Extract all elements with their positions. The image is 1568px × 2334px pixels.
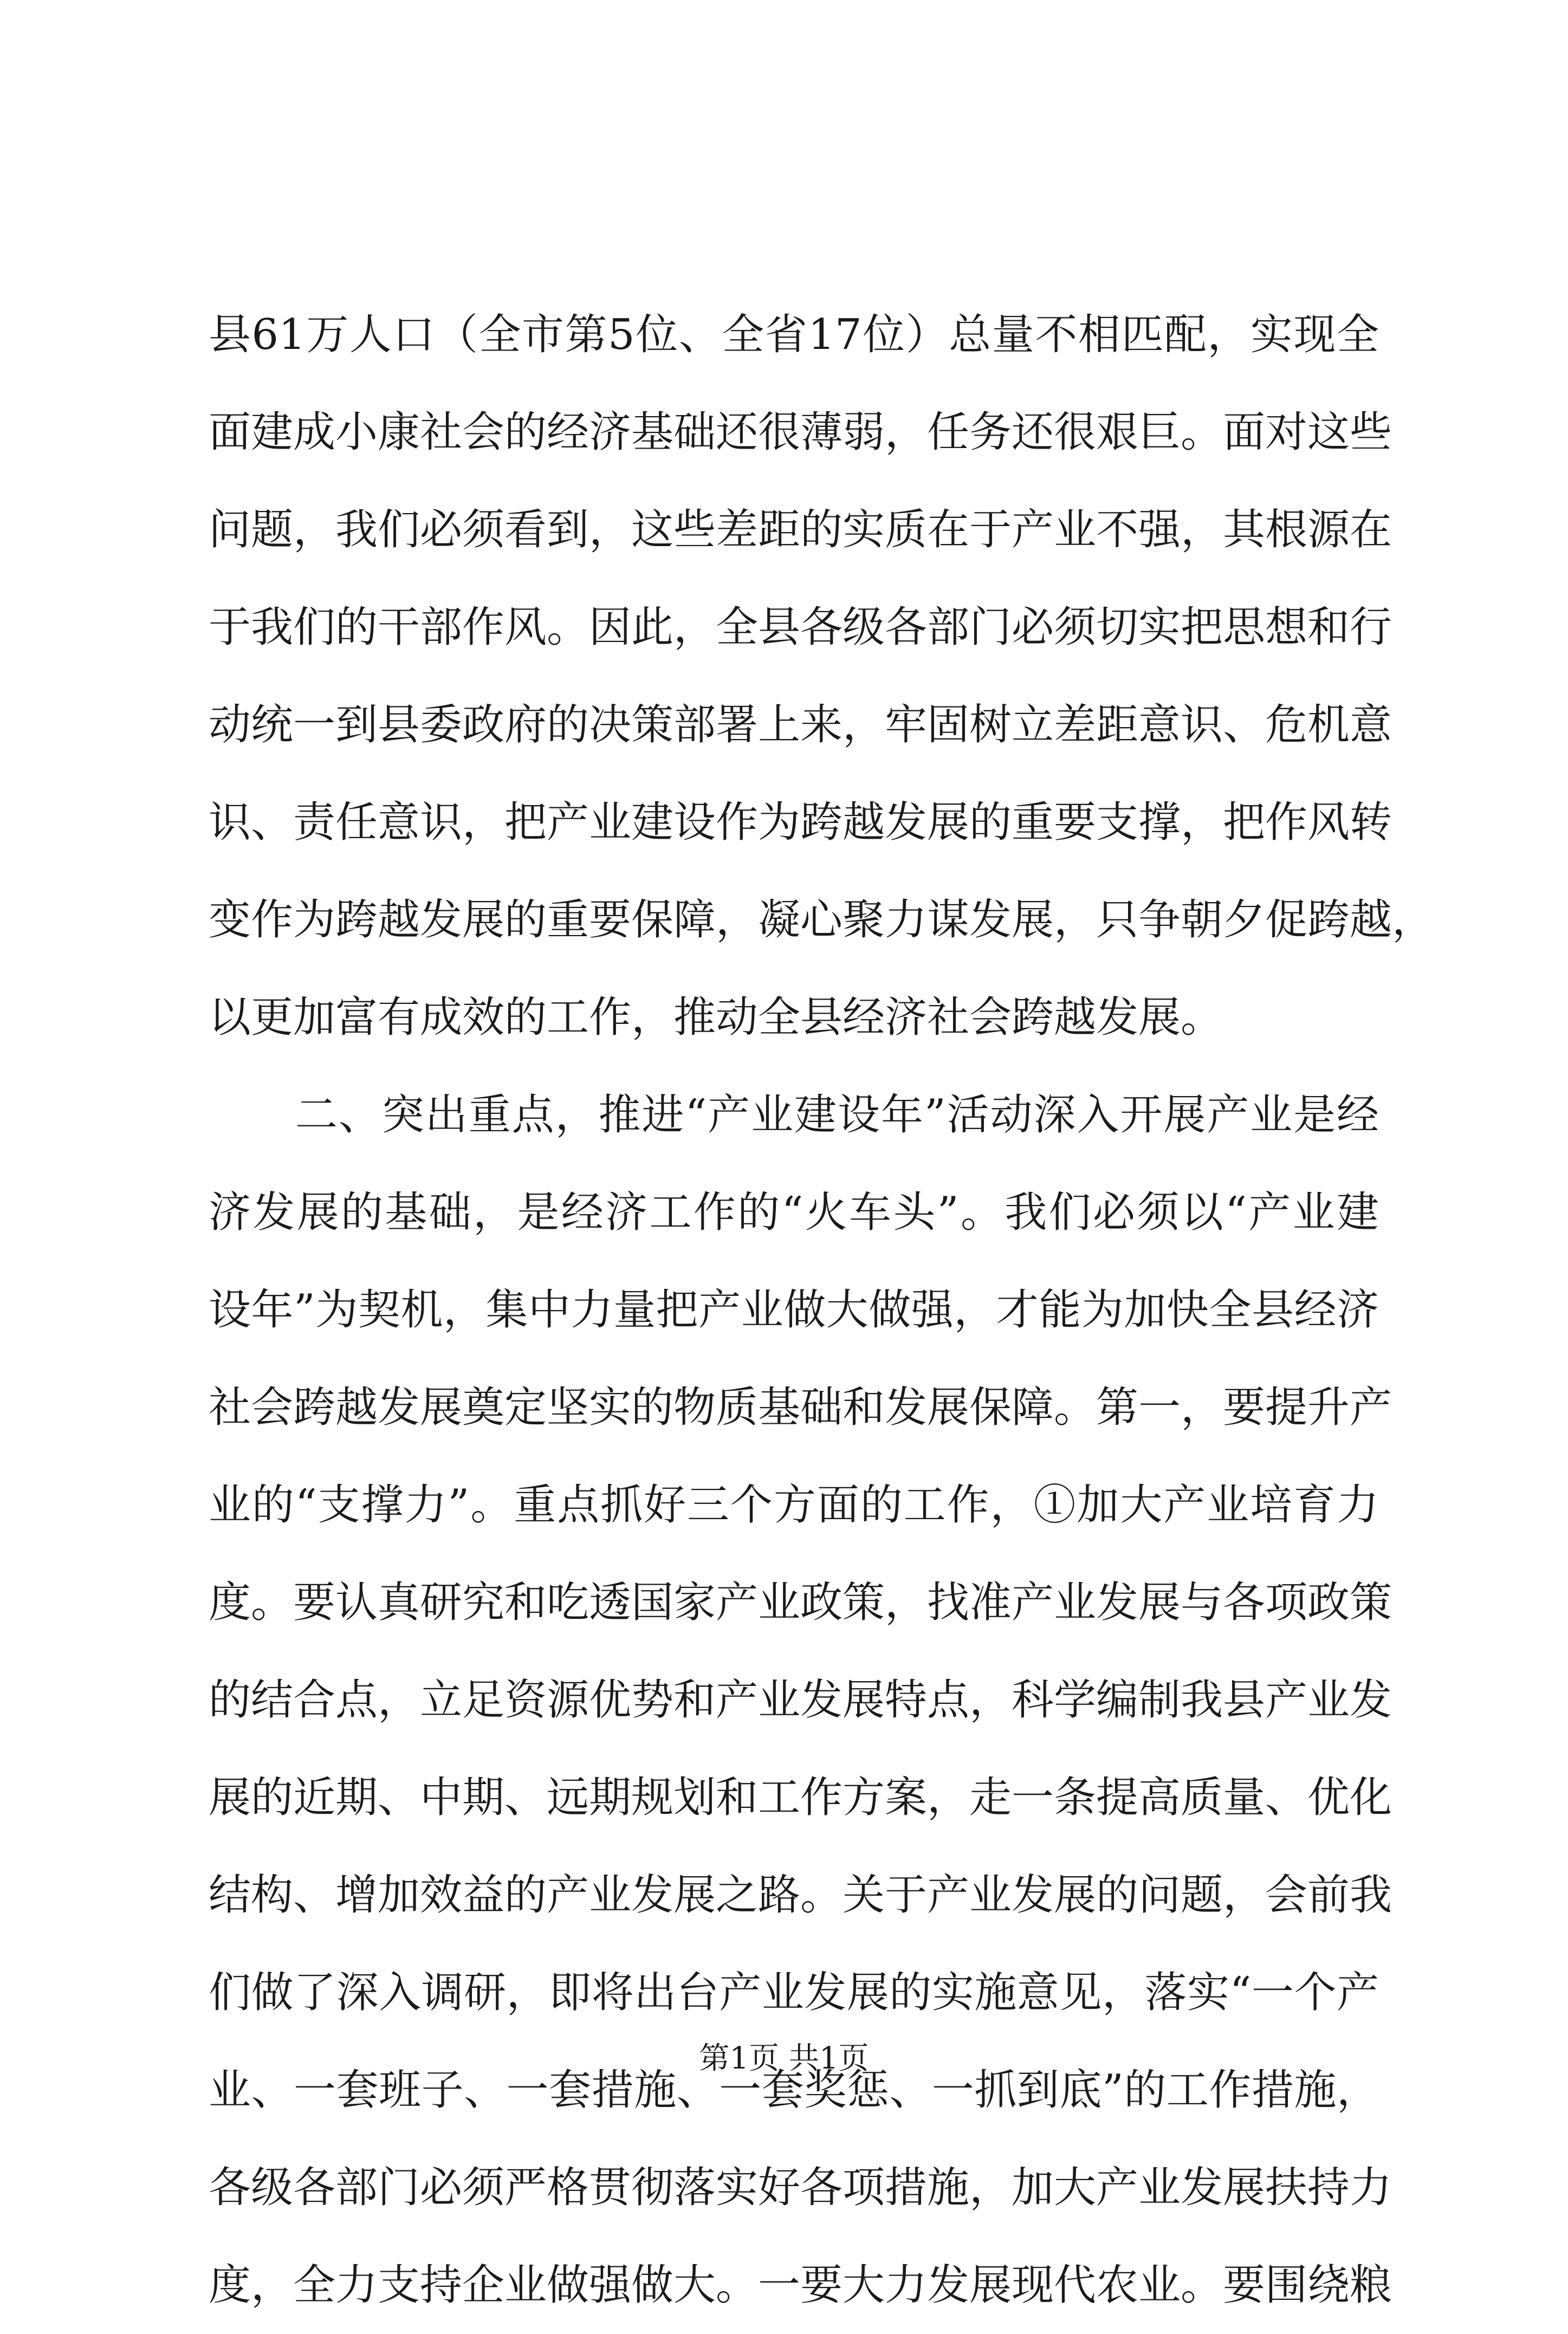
text-line: 识、责任意识，把产业建设作为跨越发展的重要支撑，把作风转 xyxy=(209,798,1392,847)
text-line: 业、一套班子、一套措施、一套奖惩、一抓到底”的工作措施， xyxy=(209,2066,1379,2115)
text-line: 度。要认真研究和吃透国家产业政策，找准产业发展与各项政策 xyxy=(209,1578,1392,1627)
page-number-label: 第1页 共1页 xyxy=(699,2041,869,2076)
text-line: 动统一到县委政府的决策部署上来，牢固树立差距意识、危机意 xyxy=(209,701,1392,749)
text-line: 的结合点，立足资源优势和产业发展特点，科学编制我县产业发 xyxy=(209,1676,1392,1724)
text-line: 问题，我们必须看到，这些差距的实质在于产业不强，其根源在 xyxy=(209,505,1392,554)
text-line: 业的“支撑力”。重点抓好三个方面的工作，①加大产业培育力 xyxy=(209,1481,1379,1529)
section-heading-line: 二、突出重点，推进“产业建设年”活动深入开展产业是经 xyxy=(295,1091,1379,1139)
text-line: 们做了深入调研，即将出台产业发展的实施意见，落实“一个产 xyxy=(209,1968,1379,2017)
text-line: 设年”为契机，集中力量把产业做大做强，才能为加快全县经济 xyxy=(209,1286,1379,1334)
page-footer xyxy=(0,2037,1568,2080)
text-line: 结构、增加效益的产业发展之路。关于产业发展的问题，会前我 xyxy=(209,1871,1392,1920)
text-line: 各级各部门必须严格贯彻落实好各项措施，加大产业发展扶持力 xyxy=(209,2163,1392,2212)
text-line: 于我们的干部作风。因此，全县各级各部门必须切实把思想和行 xyxy=(209,603,1392,652)
text-line: 面建成小康社会的经济基础还很薄弱，任务还很艰巨。面对这些 xyxy=(209,408,1392,457)
text-line: 县61万人口（全市第5位、全省17位）总量不相匹配，实现全 xyxy=(209,310,1379,359)
text-line: 变作为跨越发展的重要保障，凝心聚力谋发展，只争朝夕促跨越， xyxy=(209,896,1435,944)
text-line: 济发展的基础，是经济工作的“火车头”。我们必须以“产业建 xyxy=(209,1188,1379,1237)
text-line: 社会跨越发展奠定坚实的物质基础和发展保障。第一，要提升产 xyxy=(209,1383,1392,1432)
text-line: 展的近期、中期、远期规划和工作方案，走一条提高质量、优化 xyxy=(209,1773,1392,1822)
document-body xyxy=(209,286,1435,2334)
text-line: 度，全力支持企业做强做大。一要大力发展现代农业。要围绕粮 xyxy=(209,2261,1392,2310)
text-line: 以更加富有成效的工作，推动全县经济社会跨越发展。 xyxy=(209,993,1223,1042)
